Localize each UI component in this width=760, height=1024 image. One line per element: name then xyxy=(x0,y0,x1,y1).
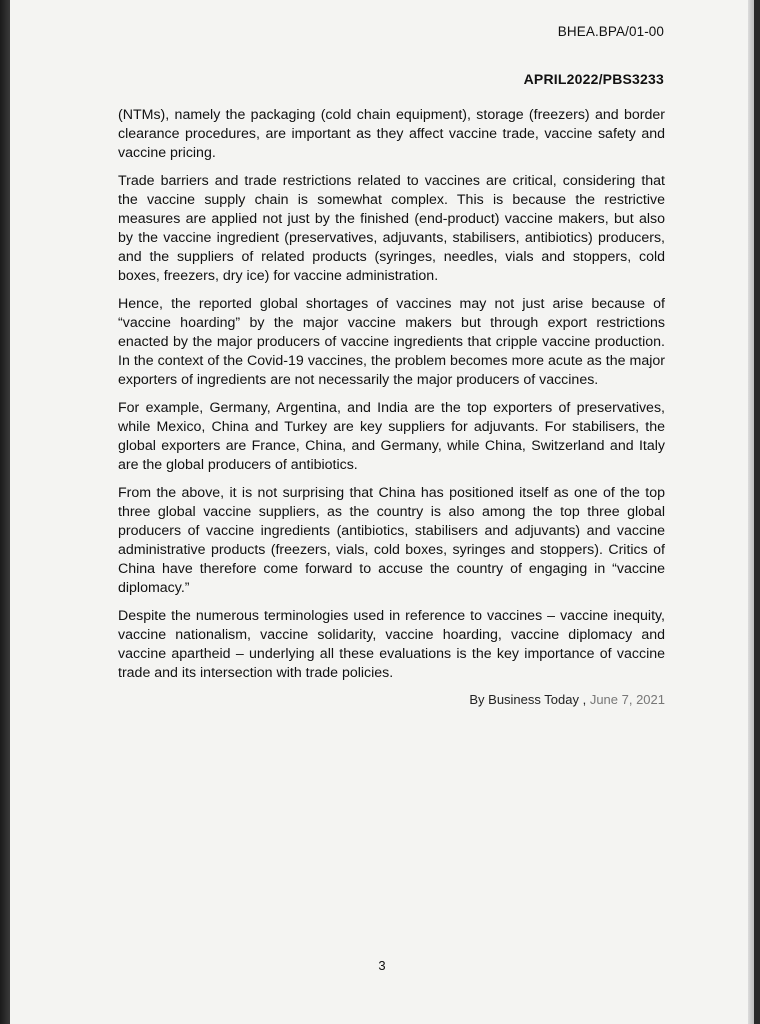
byline-source: By Business Today xyxy=(469,692,579,707)
paragraph: Trade barriers and trade restrictions related to vaccines are critical, considering that the vaccine supply chain is somewhat complex. This is because the restrictive measures are applied not just by the finished (end-product) vaccine makers, but also by the vaccine ingredient (preservatives, adjuvants, stabilisers, antibiotics) producers, and the suppliers of related products (syringes, needles, vials and stoppers, cold boxes, freezers, dry ice) for vaccine administration. xyxy=(118,173,665,284)
paragraph: Hence, the reported global shortages of vaccines may not just arise because of “vaccine hoarding” by the major vaccine makers but through export restrictions enacted by the major producers of vaccine ingredients that cripple vaccine production. In the context of the Covid-19 vaccines, the problem becomes more acute as the major exporters of ingredients are not necessarily the major producers of vaccines. xyxy=(118,296,665,388)
paragraph: For example, Germany, Argentina, and India are the top exporters of preservatives, while Mexico, China and Turkey are key suppliers for adjuvants. For stabilisers, the global exporters are France, China, and Germany, while China, Switzerland and Italy are the global producers of antibiotics. xyxy=(118,400,665,473)
document-page xyxy=(10,0,754,1024)
article-byline xyxy=(118,692,665,707)
page-number: 3 xyxy=(378,958,386,973)
byline-separator: , xyxy=(578,692,590,707)
page-edge-right xyxy=(748,0,754,1024)
document-reference: APRIL2022/PBS3233 xyxy=(523,71,664,87)
page-shadow-left xyxy=(0,0,10,1024)
article-body xyxy=(118,106,665,707)
document-code: BHEA.BPA/01-00 xyxy=(557,24,664,39)
byline-date: June 7, 2021 xyxy=(589,692,665,707)
paragraph: Despite the numerous terminologies used in reference to vaccines – vaccine inequity, vaccine nationalism, vaccine solidarity, vaccine hoarding, vaccine diplomacy and vaccine apartheid – underlying all these evaluations is the key importance of vaccine trade and its intersection with trade policies. xyxy=(118,608,665,681)
paragraph: (NTMs), namely the packaging (cold chain equipment), storage (freezers) and border clearance procedures, are important as they affect vaccine trade, vaccine safety and vaccine pricing. xyxy=(118,107,665,161)
paragraph: From the above, it is not surprising that China has positioned itself as one of the top three global vaccine suppliers, as the country is also among the top three global producers of vaccine ingredients (antibiotics, stabilisers and adjuvants) and vaccine administrative products (freezers, vials, cold boxes, syringes and stoppers). Critics of China have therefore come forward to accuse the country of engaging in “vaccine diplomacy.” xyxy=(118,485,665,596)
